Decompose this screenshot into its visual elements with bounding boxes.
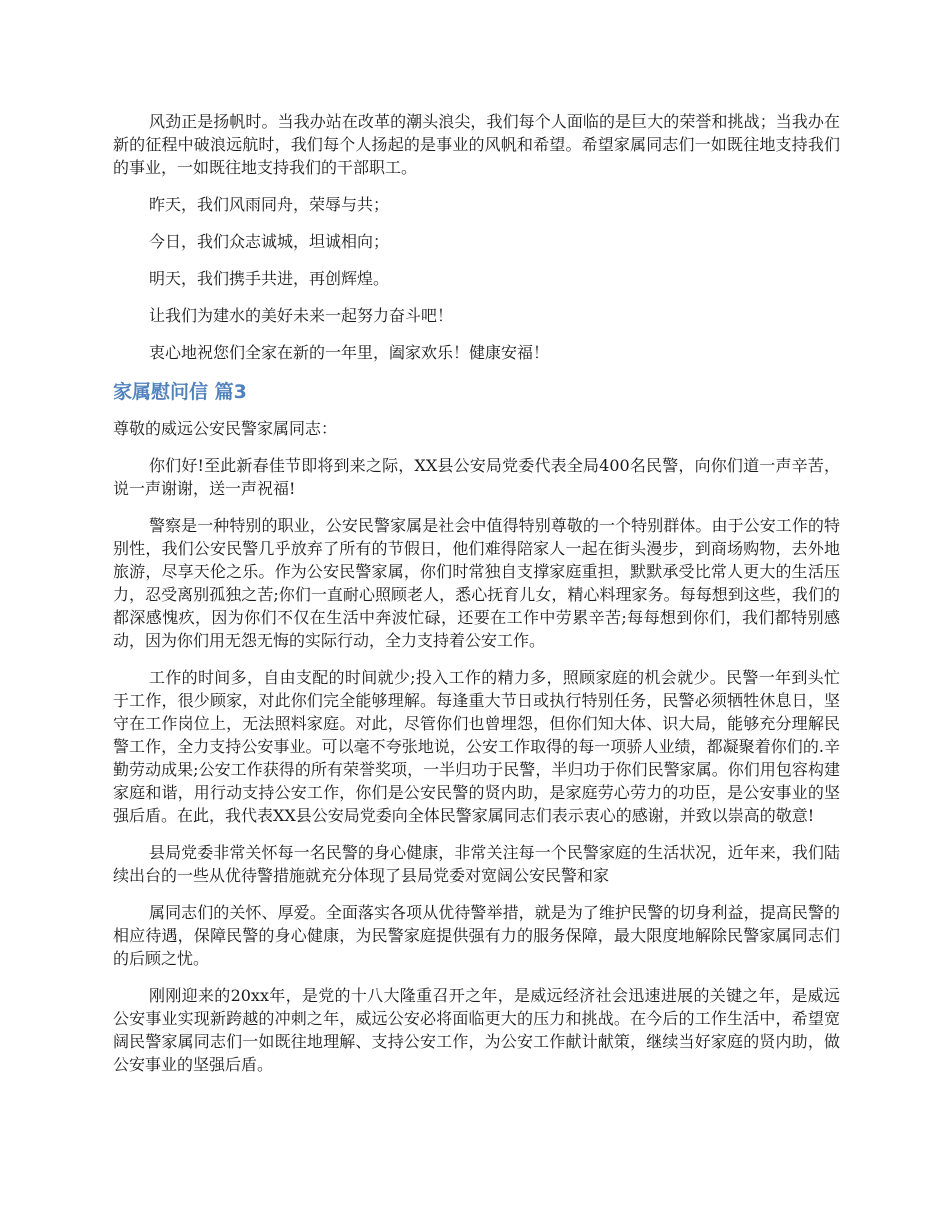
body-paragraph: 刚刚迎来的20xx年，是党的十八大隆重召开之年，是威远经济社会迅速进展的关键之年，是威远公安事业实现新跨越的冲刺之年，威远公安必将面临更大的压力和挑战。在今后的工作生活中，希望宽阔民警家属同志们一如既往地理解、支持公安工作，为公安工作献计献策，继续当好家庭的贤内助，做公安事业的坚强后盾。 <box>113 986 840 1074</box>
intro-paragraph: 明天，我们携手共进，再创辉煌。 <box>149 269 390 288</box>
intro-paragraph: 昨天，我们风雨同舟，荣辱与共； <box>149 195 390 214</box>
intro-paragraph: 衷心地祝您们全家在新的一年里，阖家欢乐！健康安福！ <box>149 343 550 362</box>
intro-paragraph: 今日，我们众志诚城，坦诚相向； <box>149 232 390 251</box>
intro-paragraph: 让我们为建水的美好未来一起努力奋斗吧！ <box>149 306 454 325</box>
body-paragraph: 县局党委非常关怀每一名民警的身心健康，非常关注每一个民警家庭的生活状况，近年来，我们陆续出台的一些从优待警措施就充分体现了县局党委对宽阔公安民警和家 <box>113 843 840 885</box>
body-paragraph: 工作的时间多，自由支配的时间就少;投入工作的精力多，照顾家庭的机会就少。民警一年到头忙于工作，很少顾家，对此你们完全能够理解。每逢重大节日或执行特别任务，民警必须牺牲休息日，坚守在工作岗位上，无法照料家庭。对此，尽管你们也曾埋怨，但你们知大体、识大局，能够充分理解民警工作，全力支持公安事业。可以毫不夸张地说，公安工作取得的每一项骄人业绩，都凝聚着你们的.辛勤劳动成果;公安工作获得的所有荣誉奖项，一半归功于民警，半归功于你们民警家属。你们用包容构建家庭和谐，用行动支持公安工作，你们是公安民警的贤内助，是家庭劳心劳力的功臣，是公安事业的坚强后盾。在此，我代表XX县公安局党委向全体民警家属同志们表示衷心的感谢，并致以崇高的敬意! <box>113 668 840 825</box>
body-paragraph: 属同志们的关怀、厚爱。全面落实各项从优待警举措，就是为了维护民警的切身利益，提高民警的相应待遇，保障民警的身心健康，为民警家庭提供强有力的服务保障，最大限度地解除民警家属同志们的后顾之忧。 <box>113 903 840 968</box>
section-heading: 家属慰问信 篇3 <box>113 381 247 403</box>
document-page <box>113 110 840 1090</box>
body-paragraph: 你们好!至此新春佳节即将到来之际，XX县公安局党委代表全局400名民警，向你们道一声辛苦，说一声谢谢，送一声祝福! <box>113 456 840 498</box>
body-paragraph: 警察是一种特别的职业，公安民警家属是社会中值得特别尊敬的一个特别群体。由于公安工作的特别性，我们公安民警几乎放弃了所有的节假日，他们难得陪家人一起在街头漫步，到商场购物，去外地旅游，尽享天伦之乐。作为公安民警家属，你们时常独自支撑家庭重担，默默承受比常人更大的生活压力，忍受离别孤独之苦;你们一直耐心照顾老人，悉心抚育儿女，精心料理家务。每每想到这些，我们的都深感愧疚，因为你们不仅在生活中奔波忙碌，还要在工作中劳累辛苦;每每想到你们，我们都特别感动，因为你们用无怨无悔的实际行动，全力支持着公安工作。 <box>113 516 840 650</box>
intro-paragraph: 风劲正是扬帆时。当我办站在改革的潮头浪尖，我们每个人面临的是巨大的荣誉和挑战；当我办在新的征程中破浪远航时，我们每个人扬起的是事业的风帆和希望。希望家属同志们一如既往地支持我们的事业，一如既往地支持我们的干部职工。 <box>113 112 840 177</box>
salutation: 尊敬的威远公安民警家属同志： <box>113 419 338 438</box>
